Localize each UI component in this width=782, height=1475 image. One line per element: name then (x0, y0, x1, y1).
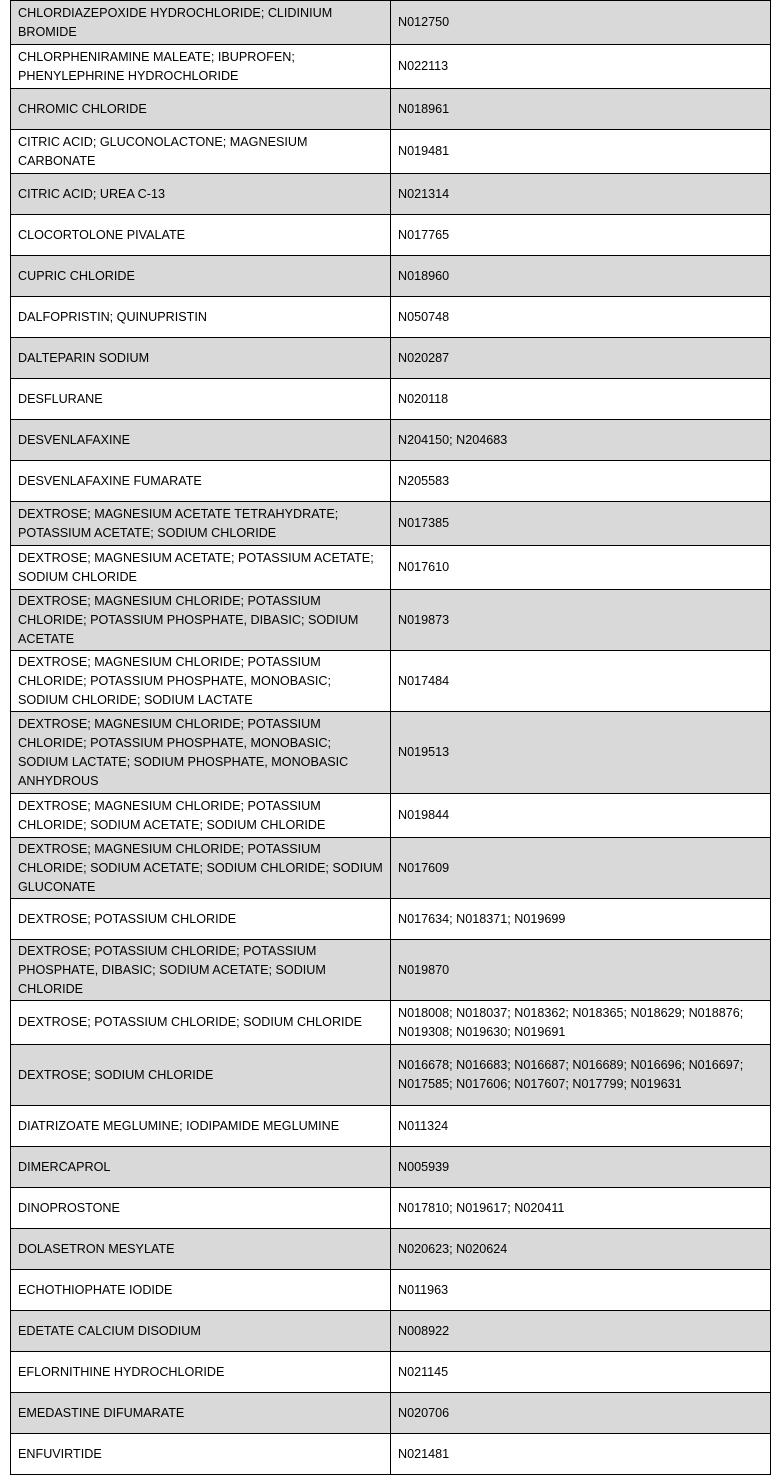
ingredient-cell: DEXTROSE; POTASSIUM CHLORIDE; SODIUM CHLORIDE (11, 1001, 391, 1045)
ingredient-cell: DEXTROSE; POTASSIUM CHLORIDE (11, 899, 391, 940)
table-row (11, 940, 771, 1001)
ingredient-cell: DIATRIZOATE MEGLUMINE; IODIPAMIDE MEGLUMINE (11, 1106, 391, 1147)
table-body (11, 1, 771, 1475)
application-numbers-cell: N021145 (391, 1352, 771, 1393)
table-row (11, 461, 771, 502)
ingredient-cell: DEXTROSE; SODIUM CHLORIDE (11, 1045, 391, 1106)
table-row (11, 130, 771, 174)
ingredient-cell: DEXTROSE; MAGNESIUM CHLORIDE; POTASSIUM CHLORIDE; POTASSIUM PHOSPHATE, DIBASIC; SODIUM ACETATE (11, 590, 391, 651)
application-numbers-cell: N011324 (391, 1106, 771, 1147)
application-numbers-cell: N012750 (391, 1, 771, 45)
application-numbers-cell: N019481 (391, 130, 771, 174)
application-numbers-cell: N020118 (391, 379, 771, 420)
table-row (11, 1352, 771, 1393)
application-numbers-cell: N021481 (391, 1434, 771, 1475)
table-row (11, 502, 771, 546)
application-numbers-cell: N017484 (391, 651, 771, 712)
table-row (11, 297, 771, 338)
ingredient-cell: DEXTROSE; MAGNESIUM CHLORIDE; POTASSIUM CHLORIDE; SODIUM ACETATE; SODIUM CHLORIDE; SODIUM GLUCONATE (11, 838, 391, 899)
table-row (11, 1311, 771, 1352)
ingredient-cell: EFLORNITHINE HYDROCHLORIDE (11, 1352, 391, 1393)
ingredient-cell: DOLASETRON MESYLATE (11, 1229, 391, 1270)
application-numbers-cell: N020623; N020624 (391, 1229, 771, 1270)
application-numbers-cell: N019513 (391, 712, 771, 794)
application-numbers-cell: N019844 (391, 794, 771, 838)
table-row (11, 1434, 771, 1475)
ingredient-cell: DEXTROSE; MAGNESIUM CHLORIDE; POTASSIUM CHLORIDE; POTASSIUM PHOSPHATE, MONOBASIC; SODIUM LACTATE; SODIUM PHOSPHATE, MONOBASIC ANHYDROUS (11, 712, 391, 794)
table-row (11, 1229, 771, 1270)
ingredient-cell: DEXTROSE; MAGNESIUM CHLORIDE; POTASSIUM CHLORIDE; SODIUM ACETATE; SODIUM CHLORIDE (11, 794, 391, 838)
application-numbers-cell: N017765 (391, 215, 771, 256)
table-row (11, 1393, 771, 1434)
table-row (11, 1045, 771, 1106)
application-numbers-cell: N018960 (391, 256, 771, 297)
ingredient-cell: ENFUVIRTIDE (11, 1434, 391, 1475)
table-row (11, 45, 771, 89)
table-row (11, 899, 771, 940)
application-numbers-cell: N205583 (391, 461, 771, 502)
table-row (11, 712, 771, 794)
ingredient-cell: EMEDASTINE DIFUMARATE (11, 1393, 391, 1434)
application-numbers-cell: N017385 (391, 502, 771, 546)
table-row (11, 174, 771, 215)
application-numbers-cell: N016678; N016683; N016687; N016689; N016696; N016697; N017585; N017606; N017607; N017799; N019631 (391, 1045, 771, 1106)
table-row (11, 1188, 771, 1229)
ingredient-cell: ECHOTHIOPHATE IODIDE (11, 1270, 391, 1311)
application-numbers-cell: N018008; N018037; N018362; N018365; N018629; N018876; N019308; N019630; N019691 (391, 1001, 771, 1045)
application-numbers-cell: N005939 (391, 1147, 771, 1188)
table-row (11, 546, 771, 590)
ingredient-cell: DEXTROSE; MAGNESIUM CHLORIDE; POTASSIUM CHLORIDE; POTASSIUM PHOSPHATE, MONOBASIC; SODIUM CHLORIDE; SODIUM LACTATE (11, 651, 391, 712)
application-numbers-cell: N019873 (391, 590, 771, 651)
application-numbers-cell: N204150; N204683 (391, 420, 771, 461)
application-numbers-cell: N017634; N018371; N019699 (391, 899, 771, 940)
table-row (11, 1, 771, 45)
ingredient-cell: DALFOPRISTIN; QUINUPRISTIN (11, 297, 391, 338)
ingredient-cell: CUPRIC CHLORIDE (11, 256, 391, 297)
table-row (11, 651, 771, 712)
application-numbers-cell: N008922 (391, 1311, 771, 1352)
table-row (11, 379, 771, 420)
ingredient-cell: DESFLURANE (11, 379, 391, 420)
ingredient-cell: CHLORDIAZEPOXIDE HYDROCHLORIDE; CLIDINIUM BROMIDE (11, 1, 391, 45)
ingredient-cell: DEXTROSE; POTASSIUM CHLORIDE; POTASSIUM PHOSPHATE, DIBASIC; SODIUM ACETATE; SODIUM CHLORIDE (11, 940, 391, 1001)
ingredient-cell: DIMERCAPROL (11, 1147, 391, 1188)
ingredient-cell: DESVENLAFAXINE (11, 420, 391, 461)
table-row (11, 1001, 771, 1045)
table-row (11, 1270, 771, 1311)
application-numbers-cell: N019870 (391, 940, 771, 1001)
application-numbers-cell: N018961 (391, 89, 771, 130)
drug-application-table (10, 0, 771, 1475)
ingredient-cell: DEXTROSE; MAGNESIUM ACETATE TETRAHYDRATE; POTASSIUM ACETATE; SODIUM CHLORIDE (11, 502, 391, 546)
ingredient-cell: CHROMIC CHLORIDE (11, 89, 391, 130)
table-row (11, 590, 771, 651)
application-numbers-cell: N011963 (391, 1270, 771, 1311)
ingredient-cell: CHLORPHENIRAMINE MALEATE; IBUPROFEN; PHENYLEPHRINE HYDROCHLORIDE (11, 45, 391, 89)
ingredient-cell: CITRIC ACID; UREA C-13 (11, 174, 391, 215)
ingredient-cell: DESVENLAFAXINE FUMARATE (11, 461, 391, 502)
application-numbers-cell: N050748 (391, 297, 771, 338)
ingredient-cell: EDETATE CALCIUM DISODIUM (11, 1311, 391, 1352)
ingredient-cell: CITRIC ACID; GLUCONOLACTONE; MAGNESIUM CARBONATE (11, 130, 391, 174)
table-row (11, 420, 771, 461)
table-row (11, 838, 771, 899)
application-numbers-cell: N020706 (391, 1393, 771, 1434)
table-row (11, 1147, 771, 1188)
application-numbers-cell: N017810; N019617; N020411 (391, 1188, 771, 1229)
table-row (11, 338, 771, 379)
table-row (11, 215, 771, 256)
application-numbers-cell: N020287 (391, 338, 771, 379)
application-numbers-cell: N021314 (391, 174, 771, 215)
ingredient-cell: DALTEPARIN SODIUM (11, 338, 391, 379)
table-row (11, 256, 771, 297)
application-numbers-cell: N022113 (391, 45, 771, 89)
ingredient-cell: DEXTROSE; MAGNESIUM ACETATE; POTASSIUM ACETATE; SODIUM CHLORIDE (11, 546, 391, 590)
table-row (11, 1106, 771, 1147)
table-row (11, 794, 771, 838)
table-row (11, 89, 771, 130)
ingredient-cell: DINOPROSTONE (11, 1188, 391, 1229)
ingredient-cell: CLOCORTOLONE PIVALATE (11, 215, 391, 256)
application-numbers-cell: N017610 (391, 546, 771, 590)
application-numbers-cell: N017609 (391, 838, 771, 899)
